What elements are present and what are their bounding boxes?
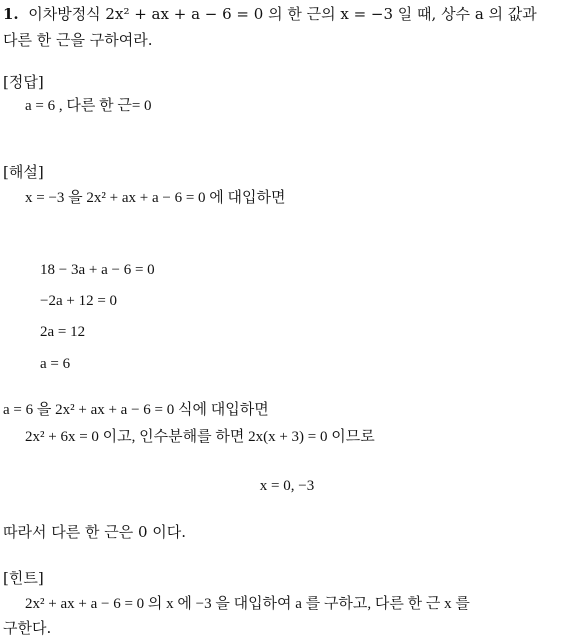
solution-factor-line: 2x² + 6x = 0 이고, 인수분해를 하면 2x(x + 3) = 0 이므로	[25, 429, 375, 445]
solution-step-1: 18 − 3a + a − 6 = 0	[40, 262, 155, 278]
solution-conclusion: 따라서 다른 한 근은 0 이다.	[3, 523, 187, 541]
hint-line-1: 2x² + ax + a − 6 = 0 의 x 에 −3 을 대입하여 a 를 구하고, 다른 한 근 x 를	[25, 596, 470, 612]
question-line-2: 다른 한 근을 구하여라.	[3, 31, 153, 49]
question-line-1	[3, 4, 537, 24]
question-text-line-1: 이차방정식 2x² + ax + a − 6 = 0 의 한 근의 x = −3 일 때, 상수 a 의 값과	[28, 5, 537, 23]
question-number: 1.	[3, 5, 19, 23]
solution-step-3: 2a = 12	[40, 324, 86, 340]
solution-heading: [해설]	[3, 163, 44, 181]
solution-substitute-line: a = 6 을 2x² + ax + a − 6 = 0 식에 대입하면	[3, 402, 269, 418]
solution-step-2: −2a + 12 = 0	[40, 293, 118, 309]
hint-line-2: 구한다.	[3, 619, 52, 637]
solution-roots: x = 0, −3	[259, 478, 315, 494]
solution-step-4: a = 6	[40, 356, 71, 372]
answer-text: a = 6 , 다른 한 근= 0	[25, 98, 152, 114]
hint-heading: [힌트]	[3, 569, 44, 587]
solution-intro: x = −3 을 2x² + ax + a − 6 = 0 에 대입하면	[25, 190, 286, 206]
answer-heading: [정답]	[3, 73, 44, 91]
